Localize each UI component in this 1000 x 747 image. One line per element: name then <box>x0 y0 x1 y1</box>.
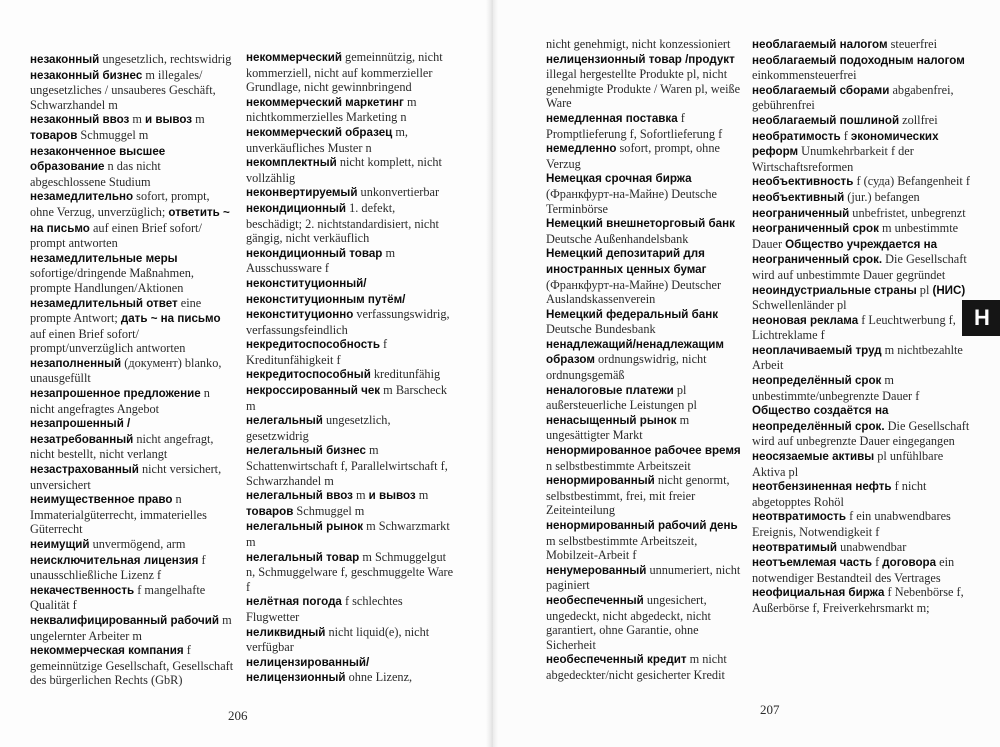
translation: sofort, prompt, ohne Verzug <box>546 141 720 171</box>
headword: незамедлительные меры <box>30 251 178 265</box>
headword: неоиндустриальные страны <box>752 283 917 297</box>
headword: неофициальная биржа <box>752 586 885 600</box>
translation: m ungesättigter Markt <box>546 412 690 443</box>
translation: Deutsche Außenhandelsbank <box>546 231 689 246</box>
headword: необъективный <box>752 190 845 204</box>
translation: m nichtbezahlte Arbeit <box>752 342 963 373</box>
translation: n nicht angefragtes Angebot <box>30 386 210 416</box>
dictionary-entry <box>30 462 234 492</box>
headword: немедленная поставка <box>546 111 678 125</box>
headword: некоммерческий <box>246 51 342 64</box>
dictionary-column-2 <box>246 50 454 686</box>
translation: ohne Lizenz, <box>345 670 413 685</box>
dictionary-column-4 <box>752 37 978 616</box>
dictionary-entry <box>30 386 234 416</box>
headword: неотвратимый <box>752 540 837 554</box>
headword: неквалифицированный рабочий <box>30 613 220 627</box>
headword: необеспеченный <box>546 593 644 607</box>
translation: ordnungswidrig, nicht ordnungsgemäß <box>546 352 707 383</box>
translation: m Barscheck m <box>246 383 448 413</box>
dictionary-entry <box>30 356 234 386</box>
headword: неоплачиваемый труд <box>752 343 882 357</box>
dictionary-entry <box>246 488 454 519</box>
dictionary-entry <box>246 125 454 155</box>
dictionary-entry <box>246 413 454 443</box>
translation: m <box>352 488 369 503</box>
headword: необеспеченный кредит <box>546 653 687 667</box>
headword: дать ~ на письмо <box>120 312 221 326</box>
dictionary-column-3 <box>546 37 746 683</box>
headword: Общество создаётся на неопределённый срок. <box>752 404 889 433</box>
translation: zollfrei <box>899 112 938 127</box>
dictionary-entry <box>546 246 746 306</box>
translation: m, unverkäufliches Muster n <box>246 124 408 155</box>
translation: sofort, prompt, ohne Verzug, unverzüglich; <box>30 189 210 219</box>
dictionary-entry <box>546 518 746 563</box>
headword: товаров <box>30 128 78 142</box>
dictionary-entry <box>246 201 454 246</box>
dictionary-entry <box>246 367 454 383</box>
dictionary-entry <box>246 95 454 125</box>
headword: неконвертируемый <box>246 186 358 200</box>
headword: некоммерческая компания <box>30 644 184 658</box>
headword: немедленно <box>546 142 617 156</box>
headword: незаконный ввоз <box>30 113 130 127</box>
headword: необратимость <box>752 129 841 143</box>
headword: незамедлительный ответ <box>30 296 178 310</box>
translation: (Франкфурт-на-Майне) Deutsche Terminbörse <box>546 186 717 216</box>
headword: ненасыщенный рынок <box>546 413 677 427</box>
dictionary-entry <box>546 593 746 652</box>
headword: нелётная погода <box>246 595 342 609</box>
headword: необлагаемый пошлиной <box>752 113 900 127</box>
translation: nicht versichert, unversichert <box>30 462 222 492</box>
translation: m Ausschussware f <box>246 245 396 276</box>
dictionary-entry <box>752 113 978 129</box>
dictionary-entry <box>246 50 454 95</box>
translation: n das nicht abgeschlossene Studium <box>30 159 161 189</box>
headword: ответить ~ на письмо <box>30 205 230 235</box>
translation: Deutsche Bundesbank <box>546 322 656 337</box>
translation: ein notwendiger Bestandteil des Vertrages <box>752 555 955 585</box>
translation: m unbestimmte/unbegrenzte Dauer f <box>752 373 920 403</box>
headword: и вывоз <box>368 489 416 503</box>
dictionary-entry <box>246 276 454 337</box>
dictionary-entry <box>246 443 454 488</box>
dictionary-entry <box>752 190 978 206</box>
translation: m unbestimmte Dauer <box>752 221 959 251</box>
headword: ненормированный рабочий день <box>546 519 738 532</box>
dictionary-entry <box>246 155 454 185</box>
headword: Общество учреждается на неограниченный срок. <box>752 237 938 267</box>
headword: необлагаемый подоходным налогом <box>752 53 965 67</box>
dictionary-entry <box>752 206 978 222</box>
dictionary-entry <box>246 594 454 624</box>
page-number-left: 206 <box>228 708 248 723</box>
headword: неопределённый срок <box>752 374 882 388</box>
dictionary-entry <box>30 537 234 553</box>
translation: f Promptlieferung f, Sofortlieferung f <box>546 110 723 141</box>
headword: незаполненный <box>30 356 122 370</box>
translation: f Kreditunfähigkeit f <box>246 337 388 367</box>
translation: steuerfrei <box>887 37 938 51</box>
dictionary-entry <box>752 53 978 83</box>
dictionary-entry <box>30 68 234 113</box>
translation: ungesetzlich, rechtswidrig <box>99 52 232 66</box>
headword: некредитоспособность <box>246 338 380 352</box>
translation: f <box>872 555 883 570</box>
headword: неналоговые платежи <box>546 383 674 397</box>
dictionary-entry <box>246 655 454 686</box>
dictionary-entry <box>752 585 978 615</box>
headword: нелицензионный товар /продукт <box>546 52 735 66</box>
dictionary-entry <box>752 283 978 313</box>
translation: nicht angefragt, nicht bestellt, nicht verlangt <box>30 431 214 462</box>
headword: незаконный бизнес <box>30 68 143 82</box>
dictionary-entry <box>546 413 746 443</box>
dictionary-entry <box>752 343 978 373</box>
dictionary-entry <box>546 37 746 52</box>
translation: f Nebenbörse f, Außerbörse f, Freiverkehrsmarkt m; <box>752 585 964 615</box>
dictionary-entry <box>546 443 746 473</box>
headword: нелегальный товар <box>246 550 360 564</box>
headword: некомплектный <box>246 156 337 170</box>
translation: unnumeriert, nicht paginiert <box>546 562 741 593</box>
headword: неотбензиненная нефть <box>752 480 892 494</box>
dictionary-column-1 <box>30 52 234 688</box>
headword: некоммерческий образец <box>246 125 393 139</box>
headword: неотвратимость <box>752 510 846 524</box>
headword: нелегальный ввоз <box>246 489 353 503</box>
translation: f unausschließliche Lizenz f <box>30 552 206 583</box>
translation: Schmuggel m <box>293 503 365 518</box>
dictionary-entry <box>752 313 978 343</box>
translation: Schmuggel m <box>77 127 149 142</box>
dictionary-entry <box>246 185 454 201</box>
dictionary-entry <box>30 189 234 250</box>
dictionary-entry <box>30 112 234 143</box>
dictionary-entry <box>546 563 746 593</box>
translation: unkonvertierbar <box>357 185 440 200</box>
dictionary-entry <box>752 555 978 585</box>
headword: ненормированный <box>546 474 655 488</box>
dictionary-entry <box>246 519 454 549</box>
translation: m illegales/ ungesetzliches / unsauberes Geschäft, Schwarzhandel m <box>30 67 216 112</box>
headword: необлагаемый сборами <box>752 83 890 97</box>
headword: некачественность <box>30 583 135 597</box>
translation: abgabenfrei, gebührenfrei <box>752 82 954 113</box>
translation: n Immaterialgüterrecht, immaterielles Güterrecht <box>30 492 207 537</box>
translation: illegal hergestellte Produkte pl, nicht genehmigte Produkte / Waren pl, weiße Ware <box>546 67 741 111</box>
dictionary-entry <box>752 449 978 479</box>
translation: nicht genormt, selbstbestimmt, frei, mit freier Zeiteinteilung <box>546 473 730 518</box>
page-number-right: 207 <box>760 702 780 717</box>
headword: незаконченное высшее образование <box>30 144 166 174</box>
headword: незапрошенное предложение <box>30 387 201 401</box>
dictionary-entry <box>752 509 978 539</box>
translation: m <box>192 112 205 127</box>
dictionary-entry <box>546 111 746 141</box>
dictionary-entry <box>752 129 978 175</box>
dictionary-entry <box>546 652 746 682</box>
headword: нелицензированный/ нелицензионный <box>246 655 370 685</box>
headword: ненумерованный <box>546 563 647 577</box>
translation: f nicht abgetopptes Rohöl <box>752 479 927 509</box>
headword: незапрошенный / незатребованный <box>30 417 134 446</box>
translation: Die Gesellschaft wird auf unbestimmte Dauer gegründet <box>752 252 967 282</box>
headword: незамедлительно <box>30 190 134 204</box>
headword: Немецкий депозитарий для иностранных ценных бумаг <box>546 247 707 276</box>
dictionary-entry <box>752 540 978 556</box>
translation: f <box>840 128 851 143</box>
translation: m nichtkommerzielles Marketing n <box>246 94 417 125</box>
translation: f (суда) Befangenheit f <box>853 174 970 189</box>
translation: f Leuchtwerbung f, Lichtreklame f <box>752 312 956 343</box>
headword: (НИС) <box>932 283 966 297</box>
headword: некоммерческий маркетинг <box>246 95 404 109</box>
translation: m Schmuggelgut n, Schmuggelware f, geschmuggelte Ware f <box>246 549 454 594</box>
dictionary-entry <box>30 643 234 688</box>
dictionary-entry <box>546 473 746 518</box>
dictionary-entry <box>752 221 978 282</box>
translation: pl außersteuerliche Leistungen pl <box>546 382 697 413</box>
translation: m selbstbestimmte Arbeitszeit, Mobilzeit-Arbeit f <box>546 533 698 563</box>
dictionary-entry <box>546 141 746 171</box>
headword: нелегальный <box>246 414 323 428</box>
headword: неимущественное право <box>30 493 173 507</box>
dictionary-entry <box>752 373 978 449</box>
translation: ungesichert, ungedeckt, nicht abgedeckt, nicht garantiert, ohne Garantie, ohne Sicherheit <box>546 592 711 652</box>
dictionary-entry <box>30 553 234 583</box>
dictionary-entry <box>30 416 234 462</box>
dictionary-entry <box>752 37 978 53</box>
dictionary-entry <box>246 383 454 413</box>
translation: 1. defekt, beschädigt; 2. nichtstandardisiert, nicht gängig, nicht verkäuflich <box>246 200 439 246</box>
translation: einkommensteuerfrei <box>752 68 857 83</box>
headword: экономических реформ <box>752 129 939 159</box>
translation: unbefristet, unbegrenzt <box>849 205 966 220</box>
headword: неограниченный <box>752 206 850 220</box>
translation: ungesetzlich, gesetzwidrig <box>246 413 391 443</box>
headword: неликвидный <box>246 625 326 639</box>
dictionary-entry <box>752 83 978 113</box>
dictionary-entry <box>546 337 746 383</box>
headword: необлагаемый налогом <box>752 38 888 51</box>
translation: (документ) blanko, unausgefüllt <box>30 355 222 386</box>
translation: auf einen Brief sofort/ prompt/unverzüglich antworten <box>30 326 186 356</box>
headword: и вывоз <box>145 113 193 127</box>
headword: товаров <box>246 504 294 518</box>
dictionary-entry <box>30 492 234 537</box>
translation: unabwendbar <box>837 539 907 554</box>
dictionary-entry <box>30 296 234 356</box>
headword: незастрахованный <box>30 463 139 477</box>
dictionary-entry <box>30 583 234 613</box>
headword: неисключительная лицензия <box>30 553 199 567</box>
dictionary-entry <box>246 550 454 595</box>
headword: необъективность <box>752 175 854 189</box>
translation: nicht genehmigt, nicht konzessioniert <box>546 37 731 51</box>
headword: неконституционный/неконституционным путём/неконституционно <box>246 276 406 322</box>
translation: (Франкфурт-на-Майне) Deutscher Auslandskassenverein <box>546 277 722 307</box>
translation: f mangelhafte Qualität f <box>30 582 206 613</box>
headword: неимущий <box>30 538 90 551</box>
dictionary-entry <box>546 216 746 246</box>
headword: некондиционный <box>246 201 347 215</box>
translation: (jur.) befangen <box>844 189 920 204</box>
translation: kreditunfähig <box>370 367 441 382</box>
headword: Немецкая срочная биржа <box>546 172 692 186</box>
headword: неоновая реклама <box>752 313 859 327</box>
headword: неограниченный срок <box>752 222 879 236</box>
translation: verfassungswidrig, verfassungsfeindlich <box>246 307 450 337</box>
dictionary-entry <box>546 52 746 111</box>
book-gutter <box>486 0 498 747</box>
dictionary-entry <box>246 625 454 655</box>
translation: eine prompte Antwort; <box>30 295 202 326</box>
dictionary-entry <box>30 52 234 68</box>
headword: Немецкий внешнеторговый банк <box>546 217 735 231</box>
dictionary-entry <box>546 383 746 413</box>
headword: нелегальный рынок <box>246 520 364 534</box>
dictionary-entry <box>546 171 746 216</box>
translation: m Schwarzmarkt m <box>246 519 450 549</box>
translation: Unumkehrbarkeit f der Wirtschaftsreformen <box>752 144 914 174</box>
translation: Schwellenländer pl <box>752 298 847 313</box>
headword: Немецкий федеральный банк <box>546 307 719 321</box>
headword: нелегальный бизнес <box>246 444 366 458</box>
translation: pl <box>916 282 933 297</box>
dictionary-entry <box>546 307 746 337</box>
dictionary-entry <box>30 251 234 296</box>
dictionary-entry <box>752 174 978 190</box>
headword: неосязаемые активы <box>752 450 875 464</box>
translation: Die Gesellschaft wird auf unbegrenzte Dauer eingegangen <box>752 418 970 449</box>
translation: m ungelernter Arbeiter m <box>30 612 232 643</box>
translation: m <box>415 488 429 503</box>
translation: n selbstbestimmte Arbeitszeit <box>546 458 691 473</box>
translation: f gemeinnützige Gesellschaft, Gesellschaft des bürgerlichen Rechts (GbR) <box>30 643 234 688</box>
dictionary-entry <box>246 337 454 367</box>
translation: m <box>129 112 146 127</box>
translation: sofortige/dringende Maßnahmen, prompte Handlungen/Aktionen <box>30 266 194 295</box>
headword: некредитоспособный <box>246 368 371 382</box>
dictionary-entry <box>752 479 978 509</box>
thumb-index-tab: Н <box>962 300 1000 336</box>
translation: m Schattenwirtschaft f, Parallelwirtschaft f, Schwarzhandel m <box>246 443 448 488</box>
headword: некроссированный чек <box>246 384 381 398</box>
translation: f schlechtes Flugwetter <box>246 594 403 624</box>
dictionary-entry <box>30 613 234 643</box>
translation: unvermögend, arm <box>89 537 186 551</box>
translation: f ein unabwendbares Ereignis, Notwendigkeit f <box>752 509 951 539</box>
dictionary-entry <box>30 144 234 190</box>
translation: pl unfühlbare Aktiva pl <box>752 449 944 479</box>
translation: m nicht abgedeckter/nicht gesicherter Kredit <box>546 652 727 682</box>
translation: nicht komplett, nicht vollzählig <box>246 155 442 185</box>
headword: ненадлежащий/ненадлежащим образом <box>546 337 724 367</box>
dictionary-entry <box>246 246 454 276</box>
translation: nicht liquid(e), nicht verfügbar <box>246 624 430 655</box>
headword: ненормированное рабочее время <box>546 444 741 458</box>
headword: договора <box>882 556 937 570</box>
headword: незаконный <box>30 53 100 66</box>
headword: неотъемлемая часть <box>752 556 873 570</box>
translation: gemeinnützig, nicht kommerziell, nicht auf kommerzieller Grundlage, nicht gewinnbringend <box>246 50 443 95</box>
headword: некондиционный товар <box>246 246 383 260</box>
translation: auf einen Brief sofort/ prompt antworten <box>30 220 202 251</box>
